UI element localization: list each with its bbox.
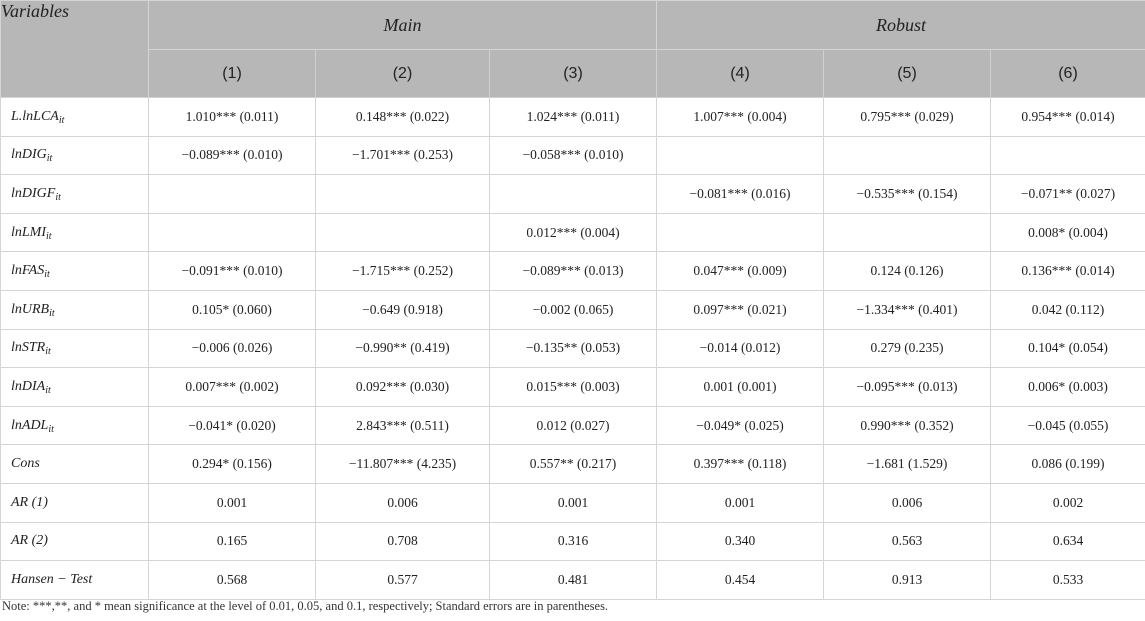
column-header: (3): [490, 50, 657, 98]
table-cell: −0.081*** (0.016): [657, 175, 824, 214]
table-cell: 0.454: [657, 561, 824, 600]
table-cell: −0.091*** (0.010): [149, 252, 316, 291]
table-cell: 0.002: [991, 483, 1145, 522]
table-cell: −0.095*** (0.013): [824, 368, 991, 407]
table-cell: 0.097*** (0.021): [657, 290, 824, 329]
table-cell: [316, 175, 490, 214]
group-robust-header: Robust: [657, 1, 1145, 50]
table-row: [1, 98, 1145, 137]
table-cell: −0.990** (0.419): [316, 329, 490, 368]
table-cell: −1.334*** (0.401): [824, 290, 991, 329]
variable-label: lnFAS: [11, 263, 45, 279]
table-cell: 0.990*** (0.352): [824, 406, 991, 445]
table-cell: 0.006: [316, 483, 490, 522]
table-cell: 0.568: [149, 561, 316, 600]
variable-subscript: it: [45, 346, 51, 358]
table-row: [1, 368, 1145, 407]
table-cell: [824, 213, 991, 252]
table-cell: 2.843*** (0.511): [316, 406, 490, 445]
variable-name: [1, 483, 149, 522]
table-cell: 1.007*** (0.004): [657, 98, 824, 137]
variable-label: lnLMI: [11, 224, 46, 240]
table-cell: [824, 136, 991, 175]
table-body: [1, 98, 1145, 600]
column-header: (1): [149, 50, 316, 98]
table-cell: 0.533: [991, 561, 1145, 600]
table-row: [1, 329, 1145, 368]
table-cell: 1.024*** (0.011): [490, 98, 657, 137]
table-row: [1, 136, 1145, 175]
table-cell: 0.124 (0.126): [824, 252, 991, 291]
variable-name: [1, 175, 149, 214]
variable-name: [1, 329, 149, 368]
table-cell: 0.015*** (0.003): [490, 368, 657, 407]
column-header: (4): [657, 50, 824, 98]
table-row: [1, 213, 1145, 252]
variable-label: lnDIGF: [11, 185, 56, 201]
variable-label: lnADL: [11, 417, 49, 433]
table-cell: 0.047*** (0.009): [657, 252, 824, 291]
table-cell: 0.104* (0.054): [991, 329, 1145, 368]
table-row: [1, 445, 1145, 484]
variable-label: AR (2): [11, 533, 48, 549]
table-cell: [149, 213, 316, 252]
variable-name: [1, 368, 149, 407]
table-cell: 0.397*** (0.118): [657, 445, 824, 484]
table-row: [1, 406, 1145, 445]
variable-label: L.lnLCA: [11, 108, 59, 124]
table-cell: −1.715*** (0.252): [316, 252, 490, 291]
table-cell: 0.279 (0.235): [824, 329, 991, 368]
table-cell: 0.795*** (0.029): [824, 98, 991, 137]
column-header: (6): [991, 50, 1145, 98]
table-cell: 0.316: [490, 522, 657, 561]
table-cell: 0.086 (0.199): [991, 445, 1145, 484]
variable-name: [1, 406, 149, 445]
table-cell: 0.294* (0.156): [149, 445, 316, 484]
table-cell: 0.708: [316, 522, 490, 561]
table-note: Note: ***,**, and * mean significance at the level of 0.01, 0.05, and 0.1, respectively; Standard errors are in parentheses.: [2, 599, 609, 613]
table-cell: −1.681 (1.529): [824, 445, 991, 484]
variable-label: lnURB: [11, 301, 50, 317]
table-cell: 0.007*** (0.002): [149, 368, 316, 407]
table-cell: [490, 175, 657, 214]
table-cell: −0.058*** (0.010): [490, 136, 657, 175]
table-cell: −0.535*** (0.154): [824, 175, 991, 214]
table-cell: 0.001: [149, 483, 316, 522]
table-cell: 0.563: [824, 522, 991, 561]
table-cell: 0.012*** (0.004): [490, 213, 657, 252]
table-cell: −0.014 (0.012): [657, 329, 824, 368]
variable-name: [1, 445, 149, 484]
table-cell: 1.010*** (0.011): [149, 98, 316, 137]
table-cell: 0.913: [824, 561, 991, 600]
table-row: [1, 290, 1145, 329]
table-cell: 0.148*** (0.022): [316, 98, 490, 137]
table-cell: 0.954*** (0.014): [991, 98, 1145, 137]
variable-name: [1, 290, 149, 329]
table-cell: 0.008* (0.004): [991, 213, 1145, 252]
table-cell: 0.012 (0.027): [490, 406, 657, 445]
table-cell: −0.071** (0.027): [991, 175, 1145, 214]
table-cell: 0.634: [991, 522, 1145, 561]
variable-name: [1, 98, 149, 137]
table-cell: −0.002 (0.065): [490, 290, 657, 329]
column-header: (2): [316, 50, 490, 98]
table-cell: −0.135** (0.053): [490, 329, 657, 368]
table-row: [1, 252, 1145, 291]
table-cell: −11.807*** (4.235): [316, 445, 490, 484]
table-header: [1, 1, 1145, 98]
variable-name: [1, 252, 149, 291]
table-cell: 0.136*** (0.014): [991, 252, 1145, 291]
variable-label: lnDIG: [11, 147, 47, 163]
table-cell: [657, 213, 824, 252]
variable-subscript: it: [44, 269, 50, 281]
variable-subscript: it: [45, 384, 51, 396]
table-cell: 0.001 (0.001): [657, 368, 824, 407]
table-cell: 0.165: [149, 522, 316, 561]
table-cell: −0.006 (0.026): [149, 329, 316, 368]
variable-label: lnSTR: [11, 340, 46, 356]
variable-subscript: it: [58, 114, 65, 126]
variable-subscript: it: [55, 191, 61, 203]
variable-label: lnDIA: [11, 378, 46, 394]
table-cell: 0.557** (0.217): [490, 445, 657, 484]
variable-label: Hansen − Test: [11, 571, 93, 587]
table-cell: −0.089*** (0.010): [149, 136, 316, 175]
table-cell: 0.340: [657, 522, 824, 561]
variable-name: [1, 136, 149, 175]
table-cell: [991, 136, 1145, 175]
table-cell: 0.042 (0.112): [991, 290, 1145, 329]
table-cell: 0.092*** (0.030): [316, 368, 490, 407]
group-main-header: Main: [149, 1, 657, 50]
variable-subscript: it: [49, 307, 55, 319]
variable-name: [1, 522, 149, 561]
table-cell: −1.701*** (0.253): [316, 136, 490, 175]
table-cell: 0.105* (0.060): [149, 290, 316, 329]
variable-name: [1, 213, 149, 252]
table-row: [1, 175, 1145, 214]
variable-subscript: it: [46, 230, 52, 242]
variable-subscript: it: [48, 423, 54, 435]
table-cell: 0.001: [657, 483, 824, 522]
table-cell: 0.577: [316, 561, 490, 600]
variable-label: AR (1): [11, 494, 48, 510]
column-header: (5): [824, 50, 991, 98]
variables-header: Variables: [1, 1, 149, 98]
table-cell: −0.045 (0.055): [991, 406, 1145, 445]
table-cell: 0.001: [490, 483, 657, 522]
variable-subscript: it: [46, 153, 53, 165]
table-row: [1, 561, 1145, 600]
table-cell: −0.049* (0.025): [657, 406, 824, 445]
table-cell: 0.006* (0.003): [991, 368, 1145, 407]
table-cell: −0.041* (0.020): [149, 406, 316, 445]
table-cell: 0.006: [824, 483, 991, 522]
variable-name: [1, 561, 149, 600]
table-cell: 0.481: [490, 561, 657, 600]
table-cell: [149, 175, 316, 214]
table-cell: [657, 136, 824, 175]
table-row: [1, 522, 1145, 561]
table-cell: −0.649 (0.918): [316, 290, 490, 329]
variable-label: Cons: [11, 456, 40, 472]
table-cell: −0.089*** (0.013): [490, 252, 657, 291]
table-row: [1, 483, 1145, 522]
table-cell: [316, 213, 490, 252]
